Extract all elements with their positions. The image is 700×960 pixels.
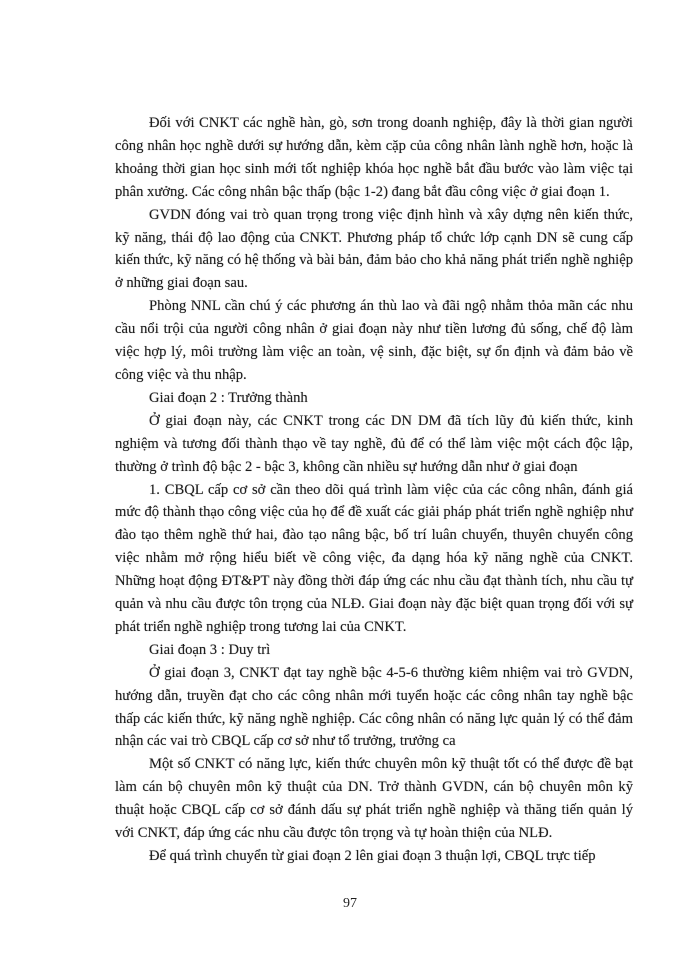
paragraph-2: GVDN đóng vai trò quan trọng trong việc định hình và xây dựng nên kiến thức, kỹ năng, thái độ lao động của CNKT. Phương pháp tổ chức lớp cạnh DN sẽ cung cấp kiến thức, kỹ năng có hệ thống và bài bản, đảm bảo cho khả năng phát triển nghề nghiệp ở những giai đoạn sau.	[115, 206, 633, 292]
paragraph-7: Một số CNKT có năng lực, kiến thức chuyên môn kỹ thuật tốt có thể được đề bạt làm cán bộ chuyên môn kỹ thuật của DN. Trở thành GVDN, cán bộ chuyên môn kỹ thuật hoặc CBQL cấp cơ sở đánh dấu sự phát triển nghề nghiệp và thăng tiến quản lý với CNKT, đáp ứng các nhu cầu được tôn trọng và tự hoàn thiện của NLĐ.	[115, 756, 633, 842]
paragraph-4: Ở giai đoạn này, các CNKT trong các DN DM đã tích lũy đủ kiến thức, kinh nghiệm và tương đối thành thạo về tay nghề, đủ để có thể làm việc một cách độc lập, thường ở trình độ bậc 2 - bậc 3, không cần nhiều sự hướng dẫn như ở giai đoạn	[115, 412, 633, 475]
paragraph-5: 1. CBQL cấp cơ sở cần theo dõi quá trình làm việc của các công nhân, đánh giá mức độ thành thạo công việc của họ để đề xuất các giải pháp phát triển nghề nghiệp như đào tạo thêm nghề thứ hai, đào tạo nâng bậc, bố trí luân chuyển, thuyên chuyển công việc nhằm mở rộng hiểu biết về công việc, đa dạng hóa kỹ năng nghề của CNKT. Những hoạt động ĐT&PT này đồng thời đáp ứng các nhu cầu đạt thành tích, nhu cầu tự quản và nhu cầu được tôn trọng của NLĐ. Giai đoạn này đặc biệt quan trọng đối với sự phát triển nghề nghiệp trong tương lai của CNKT.	[115, 481, 633, 635]
section-heading-stage-3: Giai đoạn 3 : Duy trì	[149, 641, 271, 658]
paragraph-6: Ở giai đoạn 3, CNKT đạt tay nghề bậc 4-5-6 thường kiêm nhiệm vai trò GVDN, hướng dẫn, truyền đạt cho các công nhân mới tuyển hoặc các công nhân tay nghề bậc thấp các kiến thức, kỹ năng nghề nghiệp. Các công nhân có năng lực quản lý có thể đảm nhận các vai trò CBQL cấp cơ sở như tổ trưởng, trưởng ca	[115, 664, 633, 750]
paragraph-3: Phòng NNL cần chú ý các phương án thù lao và đãi ngộ nhằm thỏa mãn các nhu cầu nổi trội của người công nhân ở giai đoạn này như tiền lương đủ sống, chế độ làm việc hợp lý, môi trường làm việc an toàn, vệ sinh, đặc biệt, sự ổn định và đảm bảo về công việc và thu nhập.	[115, 298, 633, 383]
paragraph-1: Đối với CNKT các nghề hàn, gò, sơn trong doanh nghiệp, đây là thời gian người công nhân học nghề dưới sự hướng dẫn, kèm cặp của công nhân lành nghề hơn, hoặc là khoảng thời gian học sinh mới tốt nghiệp khóa học nghề bắt đầu bước vào làm việc tại phân xưởng. Các công nhân bậc thấp (bậc 1-2) đang bắt đầu công việc ở giai đoạn 1.	[115, 115, 633, 200]
body-text	[115, 112, 633, 868]
section-heading-stage-2: Giai đoạn 2 : Trưởng thành	[149, 389, 308, 406]
page-number: 97	[343, 896, 357, 911]
paragraph-8: Để quá trình chuyển từ giai đoạn 2 lên giai đoạn 3 thuận lợi, CBQL trực tiếp	[149, 848, 596, 864]
